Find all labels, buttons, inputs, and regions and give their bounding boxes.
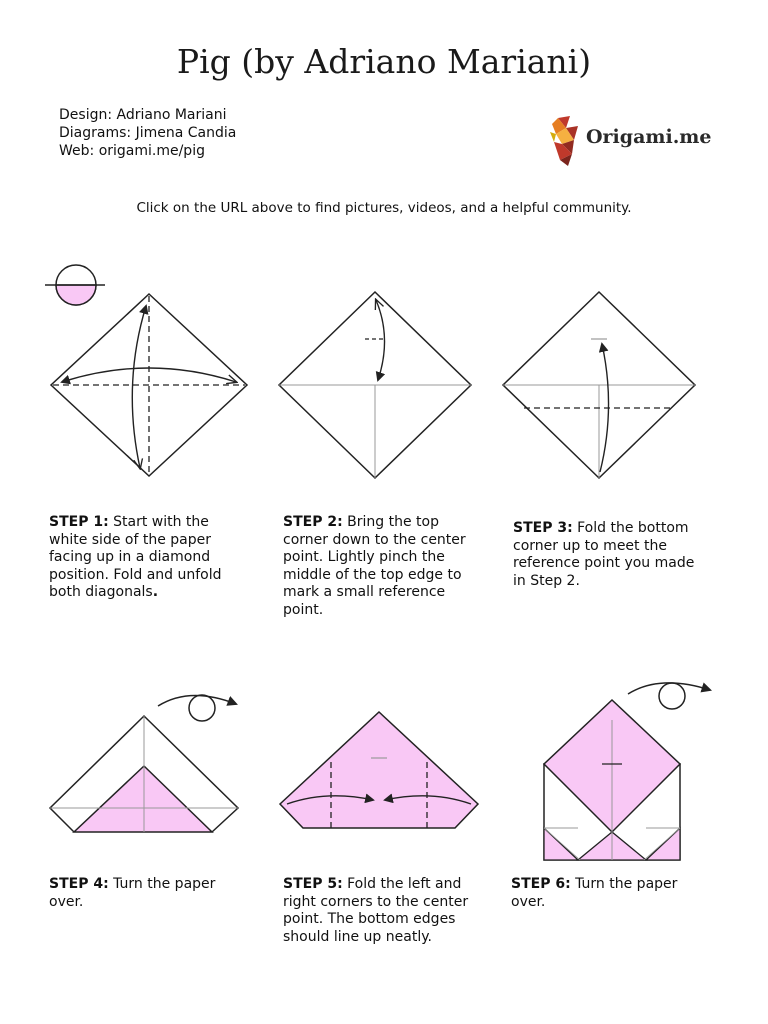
design-credit: Design: Adriano Mariani — [59, 107, 227, 123]
step-1-diagram — [40, 262, 255, 484]
community-notice: Click on the URL above to find pictures, videos, and a helpful community. — [136, 200, 632, 216]
logo-text: Origami.me — [586, 126, 712, 148]
step-5-diagram — [275, 700, 490, 836]
step-2-diagram — [270, 288, 480, 484]
step-label: STEP 6: — [511, 876, 571, 892]
step-3-text — [513, 520, 703, 590]
step-6-text — [511, 876, 701, 911]
step-description: Turn the paper over. — [49, 876, 216, 910]
step-label: STEP 1: — [49, 514, 109, 530]
step-description: Start with the white side of the paper facing up in a diamond position. Fold and unfold both diagonals — [49, 514, 222, 600]
step-4-text — [49, 876, 239, 911]
diagrams-credit: Diagrams: Jimena Candia — [59, 125, 237, 141]
step-label: STEP 2: — [283, 514, 343, 530]
origami-me-logo[interactable] — [548, 114, 718, 168]
web-link[interactable]: Web: origami.me/pig — [59, 143, 205, 159]
step-5-text — [283, 876, 473, 946]
crane-logo-icon — [548, 114, 584, 168]
turn-over-icon — [158, 695, 236, 721]
step-description: Turn the paper over. — [511, 876, 678, 910]
step-suffix: . — [152, 584, 159, 600]
step-label: STEP 5: — [283, 876, 343, 892]
step-label: STEP 3: — [513, 520, 573, 536]
step-3-diagram — [494, 288, 704, 484]
step-6-diagram — [530, 672, 720, 866]
step-description: Bring the top corner down to the center point. Lightly pinch the middle of the top edge to mark a small reference point. — [283, 514, 466, 618]
step-2-text — [283, 514, 473, 619]
step-1-text — [49, 514, 239, 602]
paper-side-indicator-icon — [45, 265, 105, 305]
step-description: Fold the bottom corner up to meet the reference point you made in Step 2. — [513, 520, 695, 589]
credits — [59, 106, 236, 160]
step-label: STEP 4: — [49, 876, 109, 892]
step-4-diagram — [40, 684, 260, 836]
page-title: Pig (by Adriano Mariani) — [176, 42, 592, 81]
triangle-paper — [280, 712, 478, 828]
turn-over-icon — [628, 683, 710, 709]
step-description: Fold the left and right corners to the center point. The bottom edges should line up neatly. — [283, 876, 469, 945]
